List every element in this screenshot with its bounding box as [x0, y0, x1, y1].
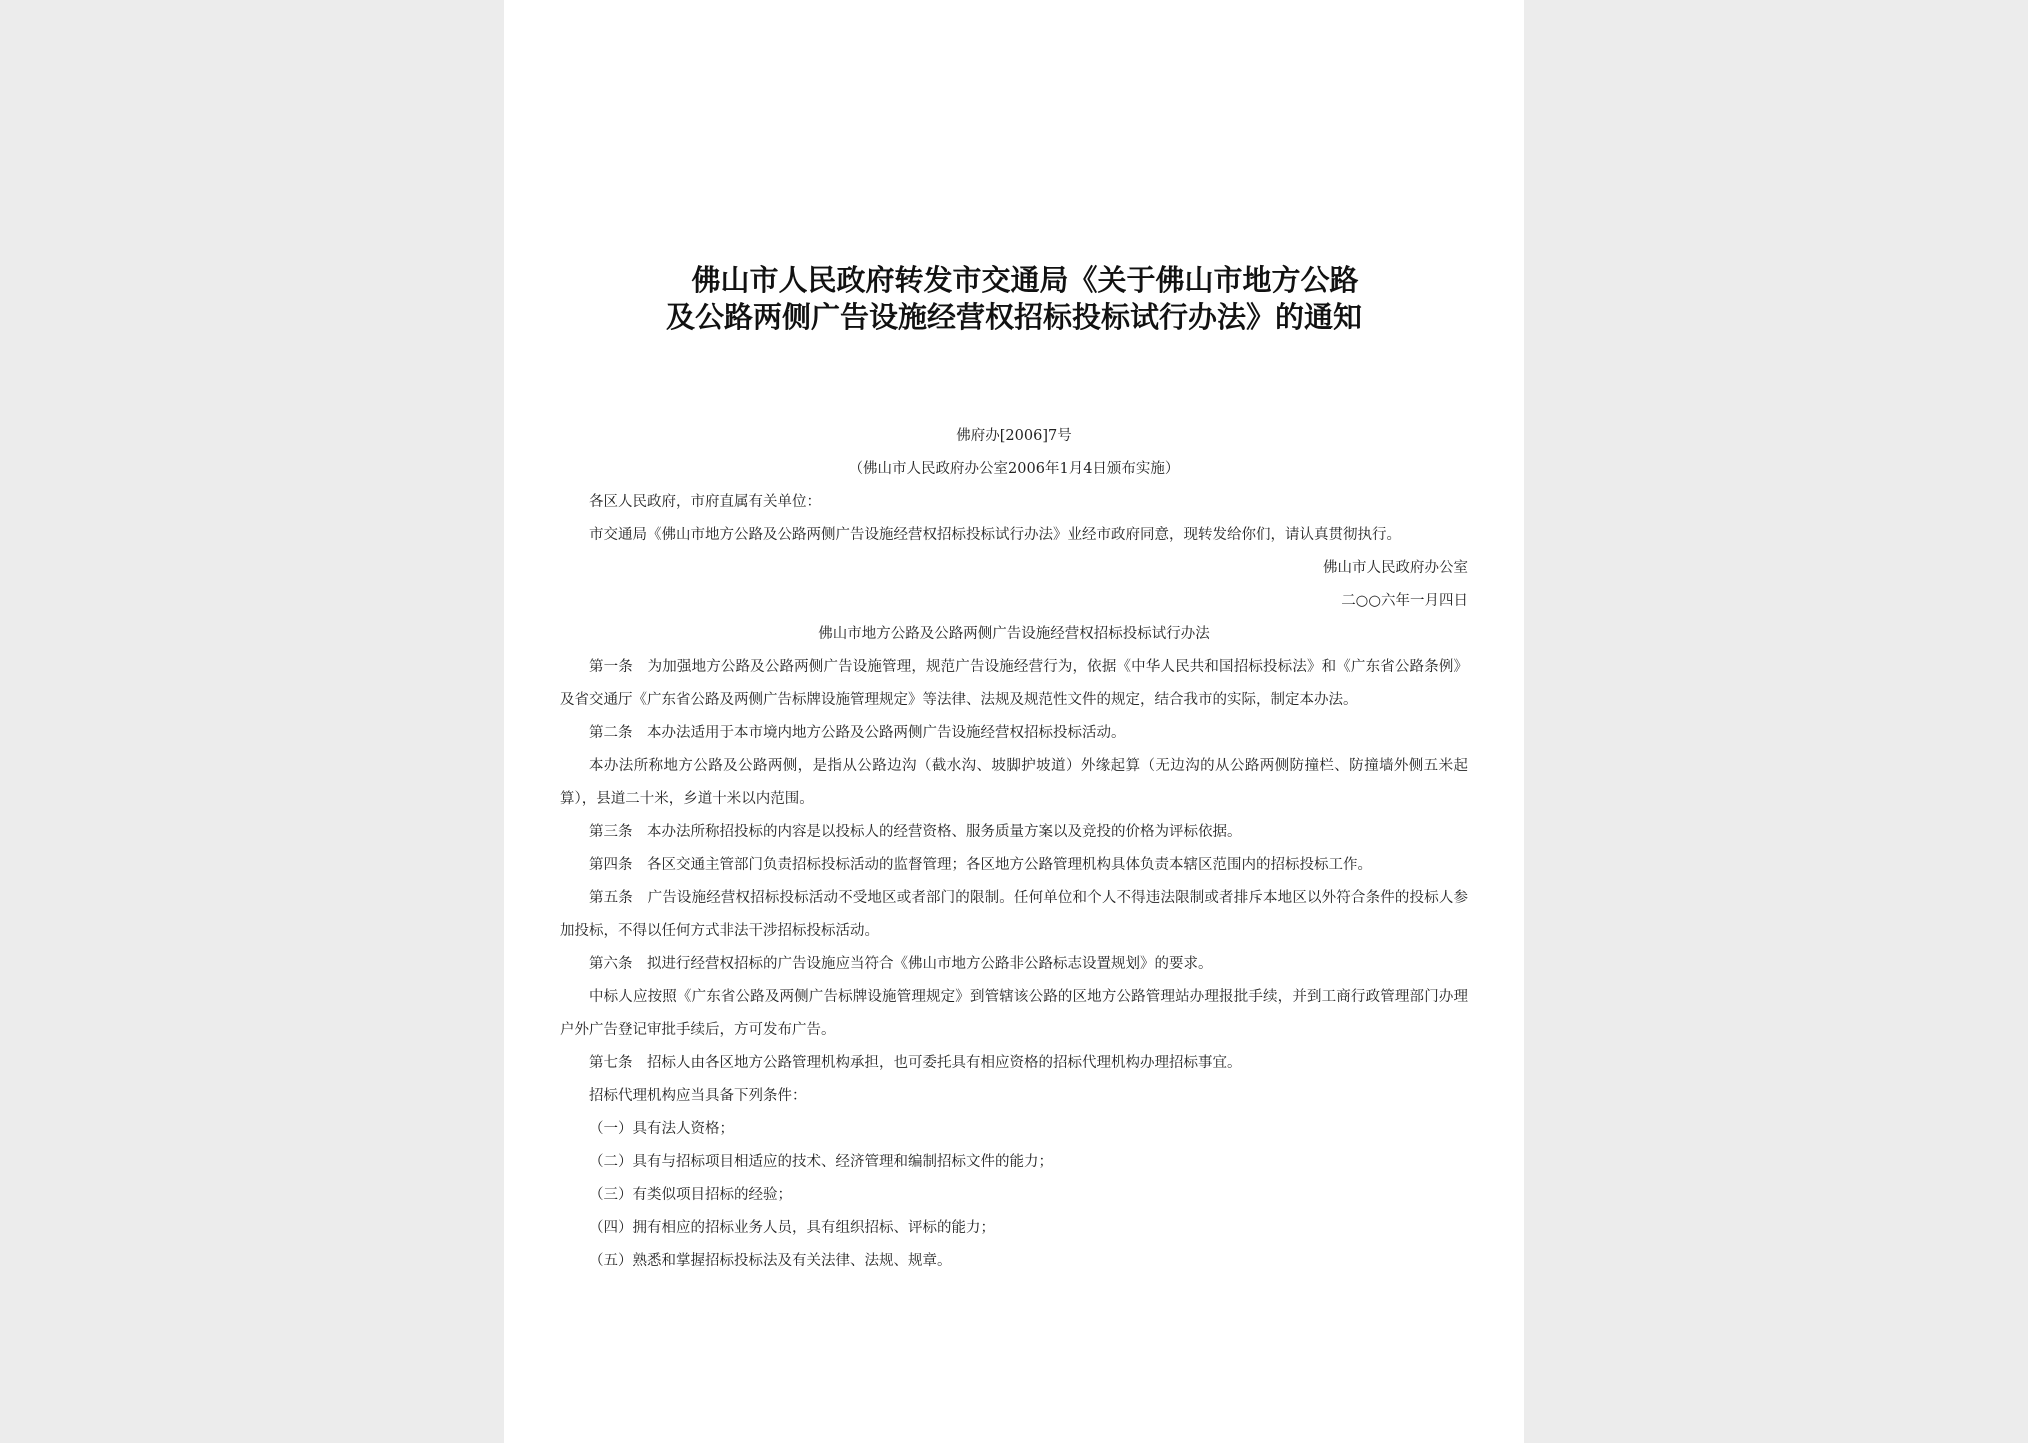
paragraph: 第七条 招标人由各区地方公路管理机构承担，也可委托具有相应资格的招标代理机构办理招标事宜。 [589, 1055, 1242, 1071]
list-item: （一）具有法人资格； [589, 1121, 734, 1137]
list-item: （四）拥有相应的招标业务人员，具有组织招标、评标的能力； [589, 1220, 995, 1236]
issue-note: （佛山市人民政府办公室2006年1月4日颁布实施） [848, 461, 1180, 477]
list-item: （五）熟悉和掌握招标投标法及有关法律、法规、规章。 [589, 1253, 952, 1269]
list-item: （二）具有与招标项目相适应的技术、经济管理和编制招标文件的能力； [589, 1154, 1053, 1170]
paragraph: 第二条 本办法适用于本市境内地方公路及公路两侧广告设施经营权招标投标活动。 [589, 725, 1126, 741]
notice-body: 市交通局《佛山市地方公路及公路两侧广告设施经营权招标投标试行办法》业经市政府同意，现转发给你们，请认真贯彻执行。 [589, 527, 1401, 543]
paragraph: 第一条 为加强地方公路及公路两侧广告设施管理，规范广告设施经营行为，依据《中华人民共和国招标投标法》和《广东省公路条例》及省交通厅《广东省公路及两侧广告标牌设施管理规定》等法律、法规及规范性文件的规定，结合我市的实际，制定本办法。 [560, 659, 1468, 708]
document-page [504, 0, 1524, 1443]
paragraph: 招标代理机构应当具备下列条件： [589, 1088, 807, 1104]
title-line-1: 佛山市人民政府转发市交通局《关于佛山市地方公路 [691, 263, 1359, 297]
signature-date: 二○○六年一月四日 [1341, 593, 1468, 609]
paragraph: 中标人应按照《广东省公路及两侧广告标牌设施管理规定》到管辖该公路的区地方公路管理站办理报批手续，并到工商行政管理部门办理户外广告登记审批手续后，方可发布广告。 [560, 989, 1468, 1038]
paragraph: 第四条 各区交通主管部门负责招标投标活动的监督管理；各区地方公路管理机构具体负责本辖区范围内的招标投标工作。 [589, 857, 1372, 873]
signature-org: 佛山市人民政府办公室 [1323, 560, 1468, 576]
paragraph: 第五条 广告设施经营权招标投标活动不受地区或者部门的限制。任何单位和个人不得违法限制或者排斥本地区以外符合条件的投标人参加投标，不得以任何方式非法干涉招标投标活动。 [560, 890, 1468, 939]
paragraph: 本办法所称地方公路及公路两侧，是指从公路边沟（截水沟、坡脚护坡道）外缘起算（无边沟的从公路两侧防撞栏、防撞墙外侧五米起算），县道二十米，乡道十米以内范围。 [560, 758, 1468, 807]
document-body [560, 420, 1468, 1278]
list-item: （三）有类似项目招标的经验； [589, 1187, 792, 1203]
salutation: 各区人民政府，市府直属有关单位： [589, 494, 821, 510]
title-line-2: 及公路两侧广告设施经营权招标投标试行办法》的通知 [665, 300, 1362, 334]
paragraph: 第三条 本办法所称招投标的内容是以投标人的经营资格、服务质量方案以及竞投的价格为评标依据。 [589, 824, 1242, 840]
regulation-title: 佛山市地方公路及公路两侧广告设施经营权招标投标试行办法 [818, 626, 1210, 642]
document-number: 佛府办[2006]7号 [956, 428, 1072, 444]
document-title [564, 262, 1464, 336]
paragraph: 第六条 拟进行经营权招标的广告设施应当符合《佛山市地方公路非公路标志设置规划》的要求。 [589, 956, 1213, 972]
